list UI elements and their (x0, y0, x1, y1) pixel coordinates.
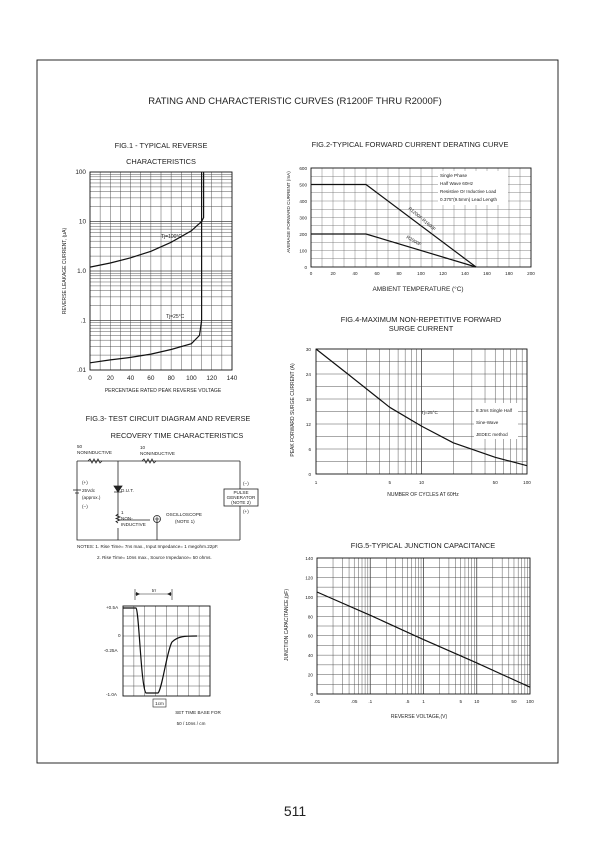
fig2-y-tick-label: 400 (299, 199, 307, 204)
level-zero: 0 (118, 633, 121, 638)
fig1-x-tick-label: 40 (127, 375, 135, 382)
fig1-y-tick-label: 1.0 (77, 268, 86, 275)
scope-note: (NOTE 1) (175, 519, 195, 524)
level-minus1: -1.0A (106, 692, 117, 697)
fig2-y-label: AVERAGE FORWARD CURRENT (mA) (286, 171, 291, 253)
fig2-legend-4: 0.375"(9.5mm) Lead Length (440, 197, 498, 202)
fig2-y-tick-label: 300 (299, 215, 307, 221)
fig4-y-tick-label: 6 (308, 447, 311, 452)
fig1-title: FIG.1 - TYPICAL REVERSE (114, 141, 208, 150)
fig2-y-tick-label: 600 (299, 166, 307, 171)
fig4-legend-1: 8.3ms Single Half (476, 408, 513, 413)
src-plus: (+) (82, 480, 88, 485)
fig2-legend-1: Single Phase (440, 173, 468, 178)
fig5-y-tick-label: 120 (305, 575, 313, 581)
fig4-legend-3: JEDEC method (476, 432, 508, 437)
fig1-y-tick-label: .1 (80, 317, 86, 325)
fig2-chart (286, 140, 535, 293)
fig2-y-ticks (299, 166, 307, 270)
fig1-series-line-hot (90, 172, 204, 267)
pulse-plus: (+) (243, 509, 249, 514)
dut-label: D.U.T. (121, 488, 134, 493)
fig5-x-tick-label: 50 (511, 699, 517, 704)
fig5-y-tick-label: 0 (310, 692, 313, 697)
fig5-chart (284, 541, 534, 720)
fig4-y-tick-label: 24 (305, 372, 311, 377)
recovery-waveform (123, 608, 197, 693)
fig2-x-tick-label: 140 (461, 271, 469, 276)
fig5-x-ticks (314, 699, 534, 704)
fig5-y-tick-label: 40 (307, 653, 313, 659)
r10-value: 10 (140, 445, 146, 450)
fig4-x-tick-label: 5 (388, 480, 392, 485)
pulse-minus: (−) (243, 481, 249, 486)
fig2-y-tick-label: 100 (299, 248, 307, 254)
fig2-series-a-label: R1200F-R1600F (407, 205, 437, 232)
fig4-x-tick-label: 10 (418, 480, 425, 485)
fig2-y-tick-label: 200 (299, 232, 307, 237)
fig1-y-ticks (75, 169, 86, 374)
fig5-y-ticks (305, 556, 313, 697)
fig1-y-tick-label: 100 (75, 169, 86, 176)
fig2-series-b-label: R2000F (405, 234, 423, 248)
fig3-title-2: RECOVERY TIME CHARACTERISTICS (110, 431, 244, 440)
circuit-wires (77, 461, 240, 540)
fig2-x-tick-label: 60 (374, 271, 380, 276)
fig5-y-label: JUNCTION CAPACITANCE,(pF) (284, 588, 290, 662)
fig1-label-hot: Tj=100°C (161, 234, 183, 240)
fig5-x-tick-label: 5 (459, 699, 463, 704)
fig5-x-tick-label: 100 (526, 699, 534, 704)
fig4-y-label: PEAK FORWARD SURGE CURRENT (A) (290, 363, 296, 457)
fig2-title: FIG.2-TYPICAL FORWARD CURRENT DERATING CURVE (311, 140, 509, 149)
fig5-x-tick-label: .5 (405, 699, 410, 704)
recovery-waveform-grid (123, 606, 210, 696)
fig4-x-tick-label: 100 (523, 480, 531, 485)
fig5-y-tick-label: 60 (307, 633, 313, 639)
r50-type: NONINDUCTIVE (77, 450, 112, 455)
fig2-x-ticks (310, 271, 536, 276)
fig2-legend-2: Half Wave 60Hz (440, 181, 474, 186)
fig1-x-tick-label: 100 (186, 375, 197, 382)
fig4-legend-2: Sine-Wave (476, 420, 499, 425)
trr-label: trr (151, 588, 157, 593)
note-2: 2. Rise Time= 10ns max., Source Impedance= 50 ohms. (97, 555, 212, 560)
fig4-x-ticks (315, 480, 532, 485)
fig1-x-tick-label: 0 (88, 375, 92, 382)
r1-type2: INDUCTIVE (121, 522, 146, 527)
timebase-1: SET TIME BASE FOR (175, 710, 221, 715)
fig5-grid (317, 558, 530, 694)
fig4-x-tick-label: 1 (314, 480, 318, 485)
fig2-x-tick-label: 180 (505, 271, 513, 276)
fig2-legend-3: Resistive Or Inductive Load (440, 189, 497, 194)
fig1-grid (90, 172, 232, 370)
fig1-y-tick-label: .01 (77, 367, 86, 374)
fig2-x-label: AMBIENT TEMPERATURE (°C) (372, 286, 464, 293)
fig1-x-tick-label: 80 (167, 375, 175, 382)
r1-type1: NON- (121, 516, 133, 521)
fig3-title: FIG.3- TEST CIRCUIT DIAGRAM AND REVERSE (85, 414, 251, 423)
page-number: 511 (283, 803, 307, 819)
fig5-y-tick-label: 80 (307, 614, 313, 620)
one-cm-label: 1cm (155, 701, 164, 706)
src-value: 25Vdc (82, 488, 96, 493)
fig4-x-label: NUMBER OF CYCLES AT 60Hz (387, 492, 459, 498)
src-minus: (−) (82, 504, 88, 509)
timebase-2: 50 / 10ns / cm (176, 721, 206, 726)
fig4-chart (290, 315, 531, 498)
fig2-x-tick-label: 0 (309, 271, 313, 276)
fig1-x-tick-label: 20 (106, 375, 114, 382)
pulse-label-2: GENERATOR (226, 495, 256, 500)
fig2-x-tick-label: 200 (527, 271, 535, 276)
fig5-y-tick-label: 100 (305, 594, 313, 600)
scope-label: OSCILLOSCOPE (166, 512, 202, 517)
fig5-x-label: REVERSE VOLTAGE,(V) (390, 714, 448, 720)
fig4-y-tick-label: 30 (305, 347, 311, 352)
fig2-x-tick-label: 80 (396, 271, 402, 276)
fig4-x-tick-label: 50 (492, 480, 498, 485)
fig1-series-line-cold (90, 172, 202, 363)
fig1-series (90, 172, 204, 363)
fig5-y-tick-label: 20 (307, 672, 313, 678)
r1-value: 1 (121, 510, 124, 515)
fig1-title-2: CHARACTERISTICS (126, 157, 196, 166)
pulse-label-3: (NOTE 2) (231, 500, 251, 505)
fig5-y-tick-label: 140 (305, 556, 313, 561)
fig2-x-tick-label: 160 (483, 271, 491, 276)
fig4-tj: Tj=25°C (421, 410, 438, 415)
fig2-x-tick-label: 20 (330, 271, 336, 276)
r10-type: NONINDUCTIVE (140, 451, 175, 456)
fig3-circuit (73, 414, 258, 726)
fig1-x-tick-label: 60 (147, 375, 155, 382)
fig1-x-tick-label: 140 (226, 375, 238, 382)
page-title: RATING AND CHARACTERISTIC CURVES (R1200F THRU R2000F) (148, 96, 442, 107)
fig1-x-ticks (88, 375, 238, 382)
fig1-y-tick-label: 10 (78, 218, 86, 226)
fig5-x-tick-label: .1 (368, 699, 373, 704)
fig2-x-tick-label: 100 (417, 271, 425, 276)
fig2-y-tick-label: 0 (304, 265, 307, 270)
fig5-title: FIG.5-TYPICAL JUNCTION CAPACITANCE (350, 541, 496, 550)
fig1-x-label: PERCENTAGE RATED PEAK REVERSE VOLTAGE (104, 388, 222, 394)
note-1: NOTES: 1. Rise Time= 7ns max., Input Impedance= 1 megohm.22pF. (77, 544, 219, 549)
fig1-y-label: REVERSE LEAKAGE CURRENT, (μA) (62, 227, 68, 315)
fig4-y-tick-label: 0 (308, 472, 311, 477)
fig5-x-tick-label: 1 (422, 699, 425, 704)
fig2-x-tick-label: 120 (439, 271, 447, 276)
fig4-y-ticks (306, 347, 312, 477)
fig2-x-tick-label: 40 (352, 271, 358, 276)
fig1-x-tick-label: 120 (206, 375, 218, 382)
fig2-y-tick-label: 500 (299, 182, 307, 188)
src-approx: (approx.) (82, 495, 101, 500)
fig4-title: FIG.4-MAXIMUM NON-REPETITIVE FORWARD (340, 315, 502, 324)
fig5-x-tick-label: .01 (313, 699, 321, 704)
fig4-y-tick-label: 18 (305, 397, 311, 402)
level-plus05: +0.5A (106, 605, 119, 610)
fig4-title-2: SURGE CURRENT (388, 324, 454, 333)
level-minus025: -0.25A (104, 648, 118, 653)
fig4-y-tick-label: 12 (305, 422, 311, 427)
pulse-label-1: PULSE (233, 490, 249, 495)
fig5-x-tick-label: .05 (351, 699, 358, 704)
r50-value: 50 (77, 444, 83, 449)
fig1-label-cold: Tj=25°C (166, 314, 185, 320)
fig5-x-tick-label: 10 (474, 699, 480, 704)
fig1-chart (62, 141, 238, 394)
